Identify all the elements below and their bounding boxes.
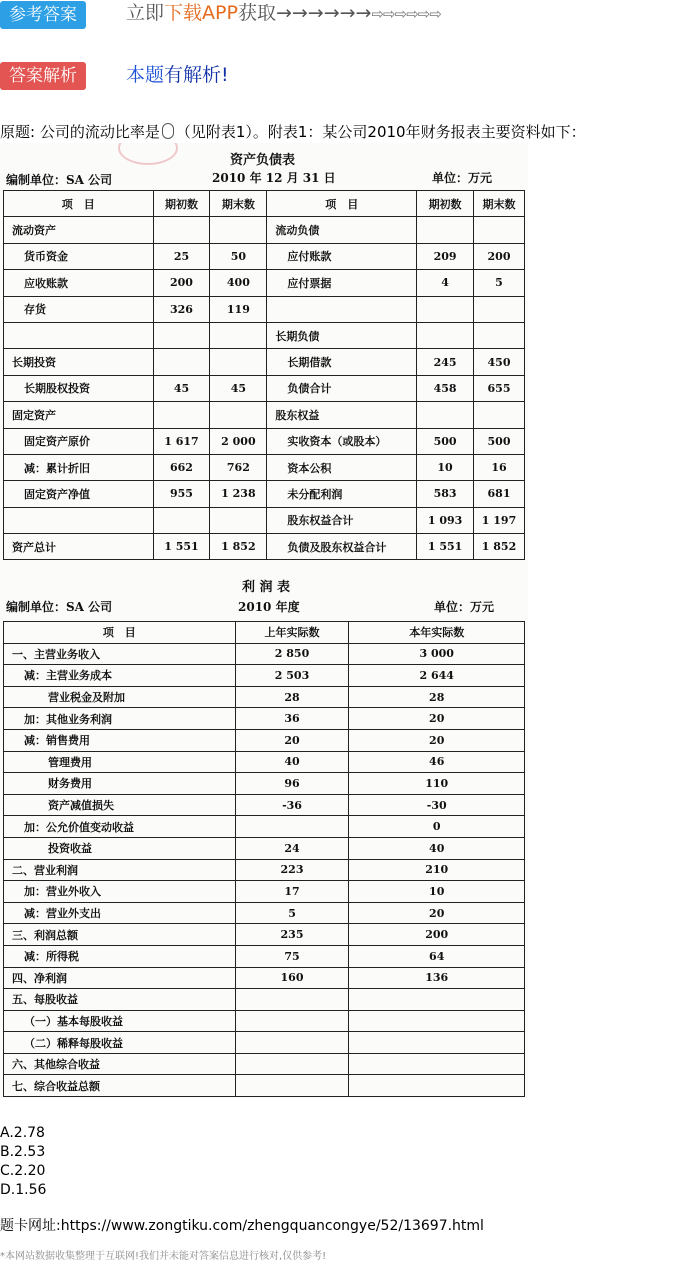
income-statement-cell: 235	[235, 924, 349, 946]
balance-sheet-cell	[417, 296, 474, 322]
income-statement-org: 编制单位：SA 公司	[6, 600, 113, 614]
balance-sheet-cell	[474, 322, 525, 348]
income-statement-cell: 200	[349, 924, 525, 946]
income-statement-cell: 2 503	[235, 665, 349, 687]
income-statement-row	[4, 665, 525, 687]
balance-sheet-row	[4, 217, 525, 243]
source-label: 题卡网址:	[0, 1218, 61, 1234]
answer-options	[0, 1124, 46, 1200]
income-statement-row	[4, 1010, 525, 1032]
balance-sheet-cell: 50	[210, 243, 267, 269]
income-statement-cell: 营业税金及附加	[4, 686, 236, 708]
income-statement-row	[4, 924, 525, 946]
source-link[interactable]: https://www.zongtiku.com/zhengquancongye/52/13697.html	[60, 1218, 484, 1234]
income-statement-cell: 17	[235, 881, 349, 903]
income-statement-cell: 0	[349, 816, 525, 838]
balance-sheet-cell	[474, 296, 525, 322]
analysis-text-2: 有解析!	[164, 64, 229, 86]
income-statement-period: 2010 年度	[238, 600, 300, 614]
balance-sheet-cell: 股东权益合计	[267, 507, 417, 533]
income-statement-cell	[349, 989, 525, 1011]
income-statement-cell: 七、综合收益总额	[4, 1075, 236, 1097]
balance-sheet-cell: 项 目	[4, 191, 154, 217]
income-statement-cell: 二、营业利润	[4, 859, 236, 881]
income-statement-cell: 40	[235, 751, 349, 773]
question-text	[0, 122, 586, 142]
balance-sheet-cell: 固定资产	[4, 402, 154, 428]
balance-sheet-cell: 10	[417, 454, 474, 480]
income-statement-table	[3, 621, 525, 1097]
balance-sheet-row	[4, 481, 525, 507]
income-statement-cell: 46	[349, 751, 525, 773]
balance-sheet-cell	[210, 507, 267, 533]
income-statement-row	[4, 1032, 525, 1054]
income-statement-cell: 投资收益	[4, 837, 236, 859]
balance-sheet-cell	[4, 507, 154, 533]
analysis-link[interactable]	[126, 62, 229, 88]
income-statement-row	[4, 794, 525, 816]
income-statement-cell	[349, 1032, 525, 1054]
income-statement-cell	[349, 1053, 525, 1075]
income-statement-cell: 160	[235, 967, 349, 989]
income-statement-cell: 资产减值损失	[4, 794, 236, 816]
balance-sheet-cell: 应收账款	[4, 270, 154, 296]
balance-sheet-cell: 1 852	[210, 534, 267, 560]
income-statement-cell: 2 850	[235, 643, 349, 665]
balance-sheet-cell: 货币资金	[4, 243, 154, 269]
income-statement-cell: 项 目	[4, 622, 236, 644]
question-pre: 原题: 公司的流动比率是	[0, 123, 160, 141]
analysis-badge: 答案解析	[0, 62, 86, 90]
income-statement-cell: 75	[235, 945, 349, 967]
balance-sheet-cell: 955	[153, 481, 210, 507]
promo-post: 获取	[237, 2, 276, 24]
income-statement-row	[4, 686, 525, 708]
income-statement-header-row	[4, 622, 525, 644]
income-statement-cell: 上年实际数	[235, 622, 349, 644]
balance-sheet-cell: 长期投资	[4, 349, 154, 375]
income-statement-cell: 加：公允价值变动收益	[4, 816, 236, 838]
income-statement-cell: 136	[349, 967, 525, 989]
income-statement-row	[4, 945, 525, 967]
balance-sheet-title: 资产负债表	[230, 153, 296, 168]
balance-sheet-cell: 负债合计	[267, 375, 417, 401]
income-statement-row	[4, 773, 525, 795]
income-statement-row	[4, 1075, 525, 1097]
balance-sheet-cell	[474, 402, 525, 428]
income-statement-cell: 20	[235, 729, 349, 751]
income-statement-row	[4, 881, 525, 903]
option-b[interactable]: B.2.53	[0, 1144, 46, 1160]
income-statement-cell: 本年实际数	[349, 622, 525, 644]
balance-sheet-cell: 209	[417, 243, 474, 269]
income-statement-cell: 五、每股收益	[4, 989, 236, 1011]
option-a[interactable]: A.2.78	[0, 1125, 45, 1141]
balance-sheet-cell: 存货	[4, 296, 154, 322]
balance-sheet-cell: 长期负债	[267, 322, 417, 348]
balance-sheet-cell: 1 197	[474, 507, 525, 533]
income-statement-cell: 110	[349, 773, 525, 795]
balance-sheet-header-row	[4, 191, 525, 217]
income-statement-cell: 5	[235, 902, 349, 924]
balance-sheet-cell: 期末数	[474, 191, 525, 217]
balance-sheet-unit: 单位：万元	[432, 171, 493, 185]
balance-sheet-cell: 2 000	[210, 428, 267, 454]
disclaimer: *本网站数据收集整理于互联网!我们并未能对答案信息进行核对,仅供参考!	[0, 1251, 327, 1262]
balance-sheet-cell: 期初数	[417, 191, 474, 217]
balance-sheet-cell	[417, 322, 474, 348]
income-statement-cell	[349, 1075, 525, 1097]
income-statement-cell: 3 000	[349, 643, 525, 665]
balance-sheet-cell: 500	[417, 428, 474, 454]
balance-sheet-row	[4, 296, 525, 322]
income-statement-cell	[235, 1075, 349, 1097]
income-statement-row	[4, 816, 525, 838]
balance-sheet-cell: 458	[417, 375, 474, 401]
double-arrows-icon: ⇨⇨⇨⇨⇨⇨	[371, 5, 441, 23]
income-statement-cell: 减：主营业务成本	[4, 665, 236, 687]
balance-sheet-row	[4, 322, 525, 348]
balance-sheet-cell: 固定资产净值	[4, 481, 154, 507]
option-d[interactable]: D.1.56	[0, 1182, 47, 1198]
balance-sheet-cell: 762	[210, 454, 267, 480]
balance-sheet-cell: 长期借款	[267, 349, 417, 375]
balance-sheet-row	[4, 507, 525, 533]
balance-sheet-cell: 200	[474, 243, 525, 269]
income-statement-cell: 减：营业外支出	[4, 902, 236, 924]
balance-sheet-cell	[417, 217, 474, 243]
balance-sheet-cell: 长期股权投资	[4, 375, 154, 401]
download-app-link[interactable]	[126, 0, 441, 27]
income-statement-cell: 223	[235, 859, 349, 881]
balance-sheet-cell: 25	[153, 243, 210, 269]
income-statement-cell: 20	[349, 708, 525, 730]
promo-download-app[interactable]: 下载APP	[164, 2, 238, 24]
income-statement-cell	[235, 1053, 349, 1075]
balance-sheet-row	[4, 270, 525, 296]
income-statement-row	[4, 967, 525, 989]
income-statement-cell	[235, 1010, 349, 1032]
income-statement-cell: 96	[235, 773, 349, 795]
income-statement-cell: 24	[235, 837, 349, 859]
income-statement-cell: （二）稀释每股收益	[4, 1032, 236, 1054]
balance-sheet-cell: 4	[417, 270, 474, 296]
balance-sheet-cell: 500	[474, 428, 525, 454]
balance-sheet-cell: 245	[417, 349, 474, 375]
income-statement-cell: 管理费用	[4, 751, 236, 773]
balance-sheet-cell: 450	[474, 349, 525, 375]
balance-sheet-cell: 1 238	[210, 481, 267, 507]
balance-sheet-cell: 1 551	[153, 534, 210, 560]
income-statement-cell: 四、净利润	[4, 967, 236, 989]
income-statement-row	[4, 729, 525, 751]
balance-sheet-cell	[4, 322, 154, 348]
balance-sheet-cell: 期末数	[210, 191, 267, 217]
balance-sheet-row	[4, 428, 525, 454]
source-url	[0, 1216, 484, 1236]
income-statement-cell: 10	[349, 881, 525, 903]
income-statement-cell: 三、利润总额	[4, 924, 236, 946]
question-post: （见附表1）。附表1：某公司2010年财务报表主要资料如下：	[175, 123, 586, 141]
income-statement-row	[4, 837, 525, 859]
balance-sheet-cell	[153, 217, 210, 243]
income-statement-cell	[349, 1010, 525, 1032]
income-statement-cell	[235, 816, 349, 838]
balance-sheet-cell: 期初数	[153, 191, 210, 217]
income-statement-row	[4, 1053, 525, 1075]
balance-sheet-cell	[210, 349, 267, 375]
balance-sheet-org: 编制单位：SA 公司	[6, 173, 113, 187]
balance-sheet-cell	[153, 402, 210, 428]
income-statement-cell: 六、其他综合收益	[4, 1053, 236, 1075]
income-statement-cell: 64	[349, 945, 525, 967]
income-statement-cell: 210	[349, 859, 525, 881]
balance-sheet-cell	[153, 349, 210, 375]
balance-sheet-cell: 655	[474, 375, 525, 401]
balance-sheet-cell: 681	[474, 481, 525, 507]
balance-sheet-cell	[210, 217, 267, 243]
balance-sheet-cell: 1 551	[417, 534, 474, 560]
balance-sheet-cell: 200	[153, 270, 210, 296]
red-stamp-mark	[118, 143, 178, 165]
income-statement-cell: 28	[349, 686, 525, 708]
balance-sheet-cell: 应付票据	[267, 270, 417, 296]
balance-sheet-cell: 1 617	[153, 428, 210, 454]
balance-sheet-row	[4, 402, 525, 428]
balance-sheet-row	[4, 243, 525, 269]
blank-placeholder-icon	[162, 123, 174, 139]
income-statement-cell: 减：销售费用	[4, 729, 236, 751]
balance-sheet-cell: 应付账款	[267, 243, 417, 269]
balance-sheet-cell	[267, 296, 417, 322]
balance-sheet-cell: 项 目	[267, 191, 417, 217]
arrows-icon: →→→→→→	[275, 2, 372, 24]
balance-sheet-table	[3, 190, 525, 560]
balance-sheet-cell: 资本公积	[267, 454, 417, 480]
balance-sheet-cell: 股东权益	[267, 402, 417, 428]
income-statement-row	[4, 989, 525, 1011]
income-statement-cell: 一、主营业务收入	[4, 643, 236, 665]
income-statement-title: 利 润 表	[242, 580, 291, 595]
income-statement-cell: 加：营业外收入	[4, 881, 236, 903]
balance-sheet-cell: 5	[474, 270, 525, 296]
income-statement-row	[4, 902, 525, 924]
balance-sheet-cell: 326	[153, 296, 210, 322]
balance-sheet-cell: 1 093	[417, 507, 474, 533]
balance-sheet-cell	[210, 322, 267, 348]
balance-sheet-cell	[153, 507, 210, 533]
balance-sheet-cell: 负债及股东权益合计	[267, 534, 417, 560]
income-statement-cell: 36	[235, 708, 349, 730]
balance-sheet-cell: 16	[474, 454, 525, 480]
income-statement-cell: 20	[349, 902, 525, 924]
financial-statements-image	[0, 143, 528, 1098]
balance-sheet-cell	[474, 217, 525, 243]
balance-sheet-cell: 583	[417, 481, 474, 507]
balance-sheet-cell: 固定资产原价	[4, 428, 154, 454]
income-statement-cell: 财务费用	[4, 773, 236, 795]
balance-sheet-row	[4, 375, 525, 401]
income-statement-cell: 28	[235, 686, 349, 708]
analysis-text-1: 本题	[126, 64, 165, 86]
income-statement-cell: -30	[349, 794, 525, 816]
balance-sheet-date: 2010 年 12 月 31 日	[212, 171, 336, 185]
balance-sheet-cell: 45	[153, 375, 210, 401]
balance-sheet-row	[4, 349, 525, 375]
balance-sheet-cell: 1 852	[474, 534, 525, 560]
balance-sheet-cell: 未分配利润	[267, 481, 417, 507]
balance-sheet-cell: 减：累计折旧	[4, 454, 154, 480]
answer-badge: 参考答案	[0, 1, 86, 29]
income-statement-cell: 40	[349, 837, 525, 859]
income-statement-row	[4, 751, 525, 773]
income-statement-row	[4, 643, 525, 665]
income-statement-cell: 20	[349, 729, 525, 751]
option-c[interactable]: C.2.20	[0, 1163, 46, 1179]
promo-pre: 立即	[126, 2, 165, 24]
income-statement-cell: 减：所得税	[4, 945, 236, 967]
balance-sheet-cell: 119	[210, 296, 267, 322]
balance-sheet-cell: 400	[210, 270, 267, 296]
balance-sheet-cell: 流动资产	[4, 217, 154, 243]
balance-sheet-cell: 流动负债	[267, 217, 417, 243]
income-statement-cell: 加：其他业务利润	[4, 708, 236, 730]
income-statement-row	[4, 859, 525, 881]
balance-sheet-cell: 实收资本（或股本）	[267, 428, 417, 454]
balance-sheet-cell	[210, 402, 267, 428]
balance-sheet-cell	[417, 402, 474, 428]
income-statement-cell	[235, 1032, 349, 1054]
income-statement-cell: （一）基本每股收益	[4, 1010, 236, 1032]
income-statement-row	[4, 708, 525, 730]
income-statement-cell	[235, 989, 349, 1011]
balance-sheet-cell: 资产总计	[4, 534, 154, 560]
income-statement-cell: 2 644	[349, 665, 525, 687]
balance-sheet-cell: 662	[153, 454, 210, 480]
balance-sheet-cell	[153, 322, 210, 348]
income-statement-cell: -36	[235, 794, 349, 816]
balance-sheet-cell: 45	[210, 375, 267, 401]
income-statement-unit: 单位：万元	[434, 600, 495, 614]
balance-sheet-row	[4, 534, 525, 560]
balance-sheet-row	[4, 454, 525, 480]
